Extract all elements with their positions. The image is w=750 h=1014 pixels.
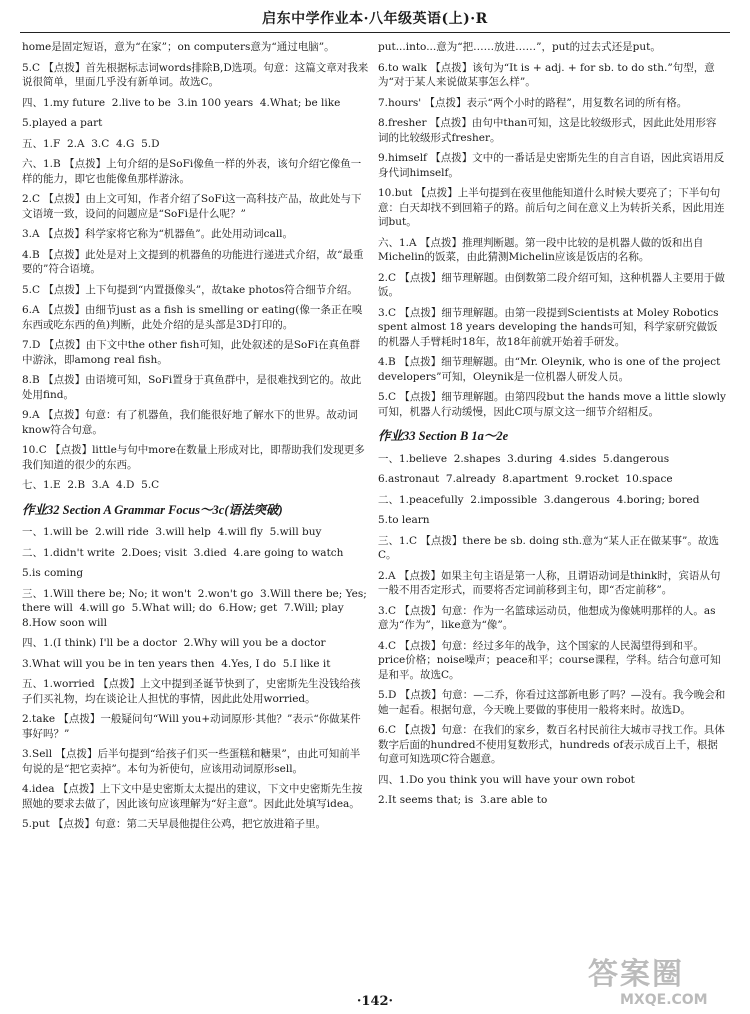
answer-line: 六、1.A 【点拨】推理判断题。第一段中比较的是机器人做的饭和出自Michelin的饭菜，由此猜测Michelin应该是饭店的名称。 bbox=[378, 236, 704, 263]
page-number: ·142· bbox=[356, 994, 394, 1009]
answer-line: 5.C 【点拨】上下句提到“内置摄像头”，故take photos符合细节介绍。 bbox=[22, 283, 358, 296]
answer-line: 2.C 【点拨】由上文可知，作者介绍了SoFi这一高科技产品，故此处与下文语境一致，设问的问题应是“SoFi是什么呢？” bbox=[22, 193, 362, 220]
answer-line: home是固定短语，意为“在家”；on computers意为“通过电脑”。 bbox=[22, 41, 335, 53]
section-heading: 作业32 Section A Grammar Focus～3c(语法突破) bbox=[22, 502, 283, 517]
answer-line: 一、1.believe 2.shapes 3.during 4.sides 5.dangerous bbox=[378, 452, 670, 465]
answer-line: 5.C 【点拨】首先根据标志词words排除B,D选项。句意：这篇文章对我来说很简单，里面几乎没有新单词。故选C。 bbox=[22, 61, 369, 88]
answer-line: 三、1.C 【点拨】there be sb. doing sth.意为“某人正在做某事”。故选C。 bbox=[378, 534, 719, 561]
answer-line: 8.B 【点拨】由语境可知，SoFi置身于真鱼群中，是很难找到它的。故此处用find。 bbox=[22, 374, 362, 401]
answer-line: 5.to learn bbox=[378, 514, 430, 526]
answer-line: 9.himself 【点拨】文中的一番话是史密斯先生的自言自语，因此宾语用反身代词himself。 bbox=[378, 152, 725, 179]
answer-line: 6.to walk 【点拨】该句为“It is + adj. + for sb. to do sth.”句型，意为“对于某人来说做某事怎么样”。 bbox=[378, 61, 715, 88]
watermark-url: MXQE.COM bbox=[620, 992, 708, 1008]
answer-line: 5.put 【点拨】句意：第二天早晨他提住公鸡，把它放进箱子里。 bbox=[22, 818, 327, 830]
answer-line: 5.C 【点拨】细节理解题。由第四段but the hands move a little slowly可知，机器人行动缓慢，因此C项与原文这一细节介绍相反。 bbox=[378, 391, 726, 418]
answer-line: 3.A 【点拨】科学家将它称为“机器鱼”。此处用动词call。 bbox=[22, 228, 294, 240]
answer-line: 7.hours' 【点拨】表示“两个小时的路程”，用复数名词的所有格。 bbox=[378, 96, 688, 109]
answer-line: 五、1.F 2.A 3.C 4.G 5.D bbox=[22, 137, 160, 150]
answer-line: 三、1.Will there be; No; it won't 2.won't go 3.Will there be; Yes; there will 4.will go 5.What will; do 6.How; get 7.Will; play 8.How soon will bbox=[22, 587, 371, 629]
answer-line: 5.is coming bbox=[22, 567, 84, 579]
answer-line: 10.but 【点拨】上半句提到在夜里他能知道什么时候大要亮了；下半句句意：白天却找不到回箱子的路。前后句之间在意义上为转折关系，因此用连词but。 bbox=[378, 187, 725, 228]
answer-line: 9.A 【点拨】句意：有了机器鱼，我们能很好地了解水下的世界。故动词know符合句意。 bbox=[22, 409, 358, 436]
answer-line: 2.It seems that; is 3.are able to bbox=[378, 794, 548, 806]
answer-line: 5.played a part bbox=[22, 117, 103, 129]
answer-line: 五、1.worried 【点拨】上文中提到圣诞节快到了，史密斯先生没钱给孩子们买礼物，均在谈论让人担忧的事情，因此此处用worried。 bbox=[22, 678, 361, 705]
answer-line: 四、1.Do you think you will have your own robot bbox=[378, 773, 635, 786]
answer-line: 一、1.will be 2.will ride 3.will help 4.will fly 5.will buy bbox=[22, 526, 322, 538]
answer-line: 6.C 【点拨】句意：在我们的家乡，数百名村民前往大城市寻找工作。具体数字后面的hundred不使用复数形式，hundreds of表示成百上千，根据句意可知选项C符合题意。 bbox=[378, 724, 725, 765]
answer-line: 8.fresher 【点拨】由句中than可知，这是比较级形式，因此此处用形容词的比较级形式fresher。 bbox=[378, 117, 717, 144]
answer-line: 2.take 【点拨】一般疑问句“Will you+动词原形·其他？”表示“你做某件事好吗？” bbox=[22, 713, 361, 740]
header-title: 启东中学作业本·八年级英语(上)·R bbox=[262, 11, 488, 27]
answer-line: 7.D 【点拨】由下文中the other fish可知，此处叙述的是SoFi在真鱼群中游泳，即among real fish。 bbox=[22, 339, 360, 366]
answer-line: 4.idea 【点拨】上下文中是史密斯太太提出的建议，下文中史密斯先生按照她的要求去做了，因此该句应该理解为“好主意”。因此此处填写idea。 bbox=[22, 783, 363, 810]
answer-line: 4.B 【点拨】此处是对上文提到的机器鱼的功能进行递进式介绍，故“最重要的”符合语境。 bbox=[22, 248, 364, 275]
answer-line: 六、1.B 【点拨】上句介绍的是SoFi像鱼一样的外表，该句介绍它像鱼一样的能力，即它也能像鱼那样游泳。 bbox=[22, 158, 362, 185]
answer-line: 四、1.(I think) I'll be a doctor 2.Why will you be a doctor bbox=[22, 637, 326, 649]
answer-line: 3.What will you be in ten years then 4.Yes, I do 5.I like it bbox=[22, 657, 331, 670]
answer-line: 6.A 【点拨】由细节just as a fish is smelling or eating(像一条正在嗅东西或吃东西的鱼)判断，此处介绍的是头部是3D打印的。 bbox=[22, 304, 363, 331]
left-column bbox=[22, 40, 370, 838]
answer-line: 二、1.peacefully 2.impossible 3.dangerous 4.boring; bored bbox=[378, 493, 700, 506]
answer-line: 七、1.E 2.B 3.A 4.D 5.C bbox=[22, 479, 160, 491]
section-heading: 作业33 Section B 1a～2e bbox=[378, 429, 509, 443]
answer-line: 四、1.my future 2.live to be 3.in 100 years 4.What; be like bbox=[22, 96, 341, 109]
watermark-text: 答案圈 bbox=[588, 957, 684, 992]
watermark-logo bbox=[588, 958, 738, 1010]
answer-line: 5.D 【点拨】句意：—二乔，你看过这部新电影了吗？—没有。我今晚会和她一起看。根据句意，今天晚上要做的事使用一般将来时。故选D。 bbox=[378, 689, 726, 716]
answer-line: 6.astronaut 7.already 8.apartment 9.rocket 10.space bbox=[378, 473, 673, 485]
answer-line: 二、1.didn't write 2.Does; visit 3.died 4.are going to watch bbox=[22, 546, 344, 559]
answer-line: 3.Sell 【点拨】后半句提到“给孩子们买一些蛋糕和糖果”，由此可知前半句说的是“把它卖掉”。本句为祈使句，应该用动词原形sell。 bbox=[22, 748, 361, 775]
answer-line: 3.C 【点拨】细节理解题。由第一段提到Scientists at Moley Robotics spent almost 18 years developing the hands可知，科学家研究做饭的机器人手臂耗时18年，故18年前就开始着手研发。 bbox=[378, 306, 722, 348]
answer-line: 2.C 【点拨】细节理解题。由倒数第二段介绍可知，这种机器人主要用于做饭。 bbox=[378, 271, 725, 298]
right-column bbox=[378, 40, 726, 814]
answer-line: 2.A 【点拨】如果主句主语是第一人称，且谓语动词是think时，宾语从句一般不用否定形式，而要将否定词前移到主句，即“否定前移”。 bbox=[378, 569, 721, 596]
answer-line: 3.C 【点拨】句意：作为一名篮球运动员，他想成为像姚明那样的人。as意为“作为”，like意为“像”。 bbox=[378, 604, 716, 631]
page-header bbox=[20, 8, 730, 33]
answer-line: 4.C 【点拨】句意：经过多年的战争，这个国家的人民渴望得到和平。price价格；noise噪声；peace和平；course课程，学科。结合句意可知是和平。故选C。 bbox=[378, 639, 721, 681]
answer-line: 10.C 【点拨】little与句中more在数量上形成对比，即帮助我们发现更多我们知道的很少的东西。 bbox=[22, 444, 365, 471]
answer-line: 4.B 【点拨】细节理解题。由“Mr. Oleynik, who is one of the project developers”可知，Oleynik是一位机器人研发人员。 bbox=[378, 356, 724, 383]
answer-line: put...into...意为“把……放进……”，put的过去式还是put。 bbox=[378, 41, 661, 53]
